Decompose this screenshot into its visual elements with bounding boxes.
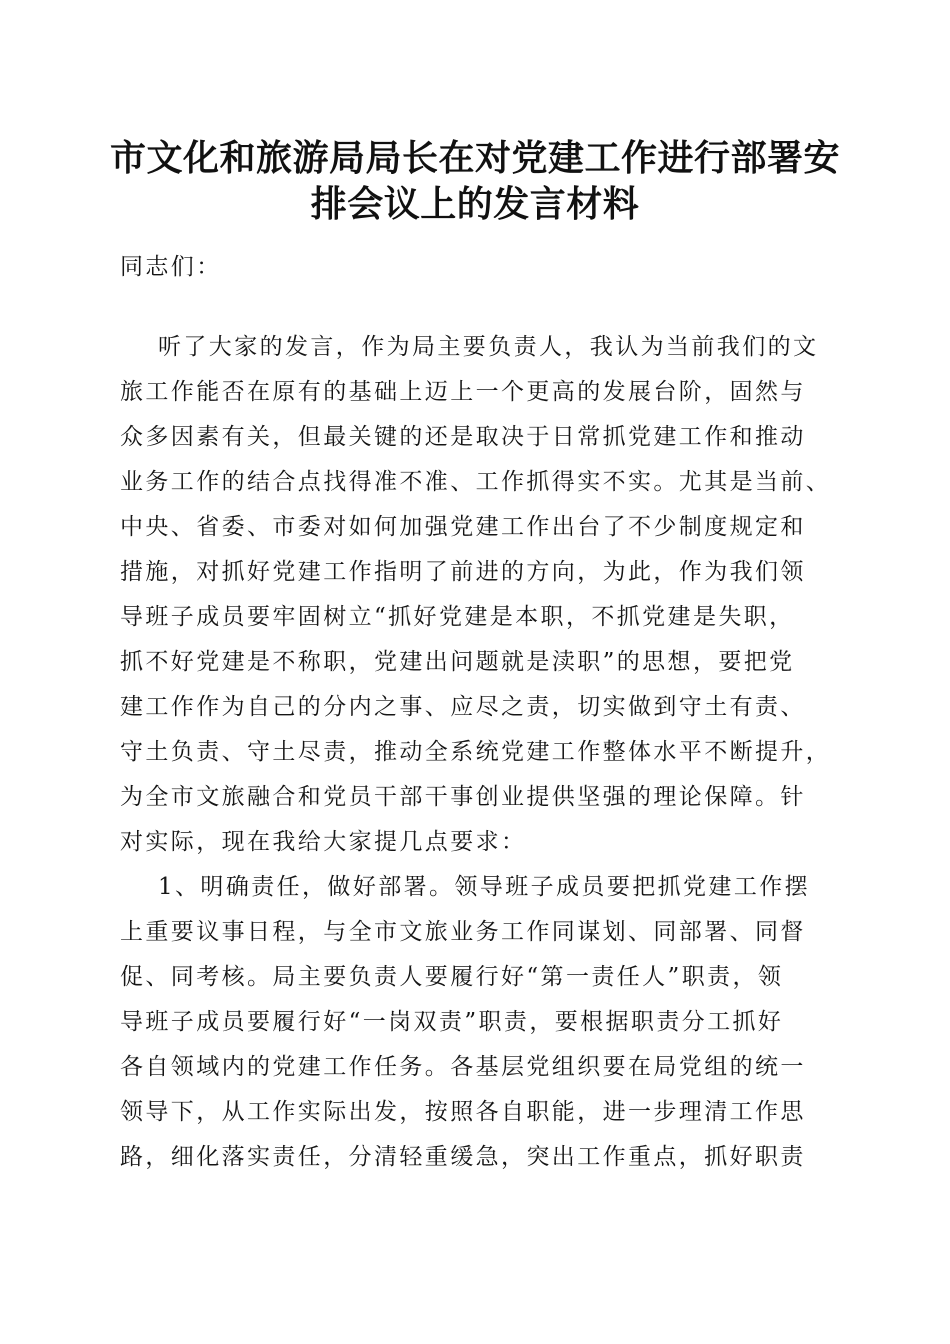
paragraph-line: 措施，对抓好党建工作指明了前进的方向，为此，作为我们领 <box>120 559 806 585</box>
paragraph-line: 领导下，从工作实际出发，按照各自职能，进一步理清工作思 <box>120 1099 806 1125</box>
paragraph-line: 各自领域内的党建工作任务。各基层党组织要在局党组的统一 <box>120 1054 806 1080</box>
paragraph-line: 听了大家的发言，作为局主要负责人，我认为当前我们的文 <box>158 334 819 360</box>
paragraph-line: 促、同考核。局主要负责人要履行好“第一责任人”职责，领 <box>120 964 784 990</box>
title-line-2: 排会议上的发言材料 <box>310 183 640 225</box>
paragraph-line: 众多因素有关，但最关键的还是取决于日常抓党建工作和推动 <box>120 424 806 450</box>
document-title <box>100 135 850 227</box>
paragraph-line: 抓不好党建是不称职，党建出问题就是渎职”的思想，要把党 <box>120 649 795 675</box>
paragraph-line: 对实际，现在我给大家提几点要求： <box>120 829 527 855</box>
paragraph-line: 1、明确责任，做好部署。领导班子成员要把抓党建工作摆 <box>158 874 811 900</box>
salutation: 同志们： <box>120 254 222 280</box>
paragraph-line: 中央、省委、市委对如何加强党建工作出台了不少制度规定和 <box>120 514 806 540</box>
paragraph-line: 为全市文旅融合和党员干部干事创业提供坚强的理论保障。针 <box>120 784 806 810</box>
title-line-1: 市文化和旅游局局长在对党建工作进行部署安 <box>109 137 840 179</box>
paragraph-line: 守土负责、守土尽责，推动全系统党建工作整体水平不断提升， <box>120 739 832 765</box>
paragraph-line: 业务工作的结合点找得准不准、工作抓得实不实。尤其是当前、 <box>120 469 832 495</box>
paragraph-line: 建工作作为自己的分内之事、应尽之责，切实做到守土有责、 <box>120 694 806 720</box>
paragraph-line: 上重要议事日程，与全市文旅业务工作同谋划、同部署、同督 <box>120 919 806 945</box>
paragraph-line: 导班子成员要履行好“一岗双责”职责，要根据职责分工抓好 <box>120 1009 784 1035</box>
paragraph-line: 旅工作能否在原有的基础上迈上一个更高的发展台阶，固然与 <box>120 379 806 405</box>
paragraph-line: 导班子成员要牢固树立“抓好党建是本职，不抓党建是失职， <box>120 604 795 630</box>
paragraph-line: 路，细化落实责任，分清轻重缓急，突出工作重点，抓好职责 <box>120 1144 806 1170</box>
